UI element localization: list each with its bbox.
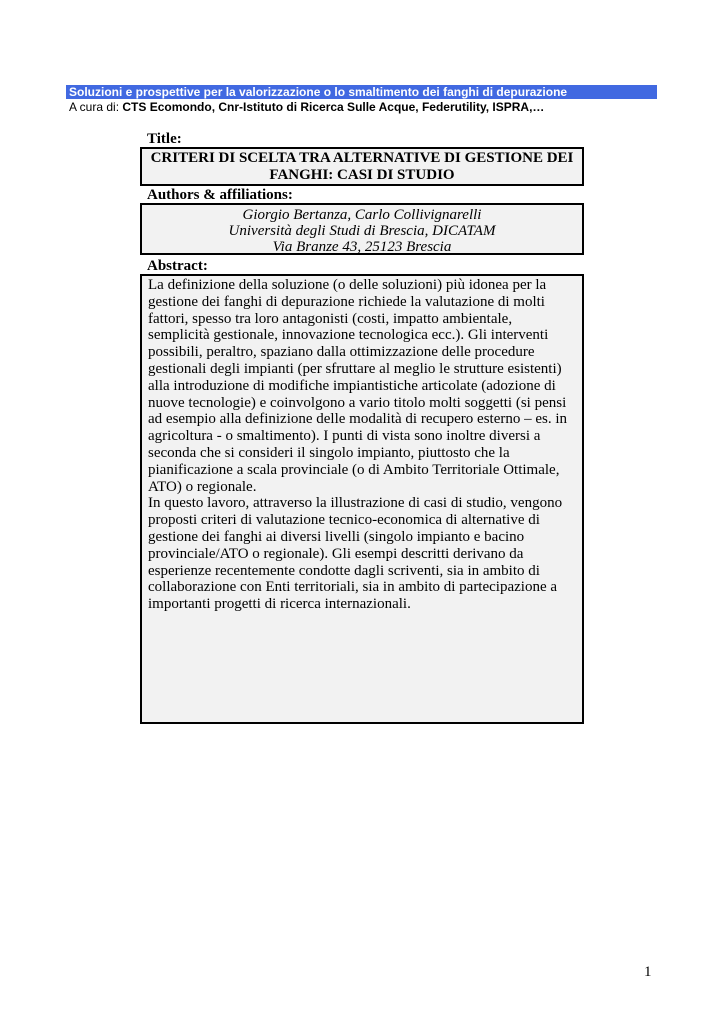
- paper-title-line-1: CRITERI DI SCELTA TRA ALTERNATIVE DI GESTIONE DEI: [150, 150, 574, 166]
- abstract-paragraph-1: La definizione della soluzione (o delle soluzioni) più idonea per la gestione dei fanghi di depurazione richiede la valutazione di molti fattori, spesso tra loro antagonisti (costi, impatto ambientale, semplicità gestionale, innovazione tecnologica ecc.). Gli interventi possibili, peraltro, spaziano dalla ottimizzazione delle procedure gestionali degli impianti (per sfruttare al meglio le strutture esistenti) alla introduzione di modifiche impiantistiche articolate (adozione di nuove tecnologie) e coinvolgono a vario titolo molti soggetti (si pensi ad esempio alla definizione delle modalità di recupero esterno – es. in agricoltura - o smaltimento). I punti di vista sono inoltre diversi a seconda che si consideri il singolo impianto, piuttosto che la pianificazione a scala provinciale (o di Ambito Territoriale Ottimale, ATO) o regionale.: [148, 277, 568, 495]
- abstract-label: Abstract:: [147, 258, 208, 274]
- session-title-banner: Soluzioni e prospettive per la valorizzazione o lo smaltimento dei fanghi di depurazione: [66, 85, 657, 99]
- abstract-paragraph-2: In questo lavoro, attraverso la illustrazione di casi di studio, vengono proposti criteri di valutazione tecnico-economica di alternative di gestione dei fanghi ai diversi livelli (singolo impianto e bacino provinciale/ATO o regionale). Gli esempi descritti derivano da esperienze recentemente condotte dagli scriventi, sia in ambito di collaborazione con Enti territoriali, sia in ambito di partecipazione a importanti progetti di ricerca internazionali.: [148, 495, 563, 613]
- organizers-prefix: A cura di:: [69, 100, 120, 114]
- organizers-line: [69, 100, 659, 114]
- page-number: 1: [644, 964, 652, 980]
- title-box: [140, 147, 584, 186]
- author-names: Giorgio Bertanza, Carlo Collivignarelli: [242, 207, 482, 223]
- organizers-names: CTS Ecomondo, Cnr-Istituto di Ricerca Sulle Acque, Federutility, ISPRA,…: [122, 100, 545, 114]
- abstract-box: [140, 274, 584, 724]
- authors-label: Authors & affiliations:: [147, 187, 293, 203]
- authors-box: [140, 203, 584, 255]
- author-address: Via Branze 43, 25123 Brescia: [272, 239, 452, 255]
- title-label: Title:: [147, 131, 182, 147]
- author-affiliation: Università degli Studi di Brescia, DICATAM: [228, 223, 496, 239]
- paper-title-line-2: FANGHI: CASI DI STUDIO: [269, 167, 455, 183]
